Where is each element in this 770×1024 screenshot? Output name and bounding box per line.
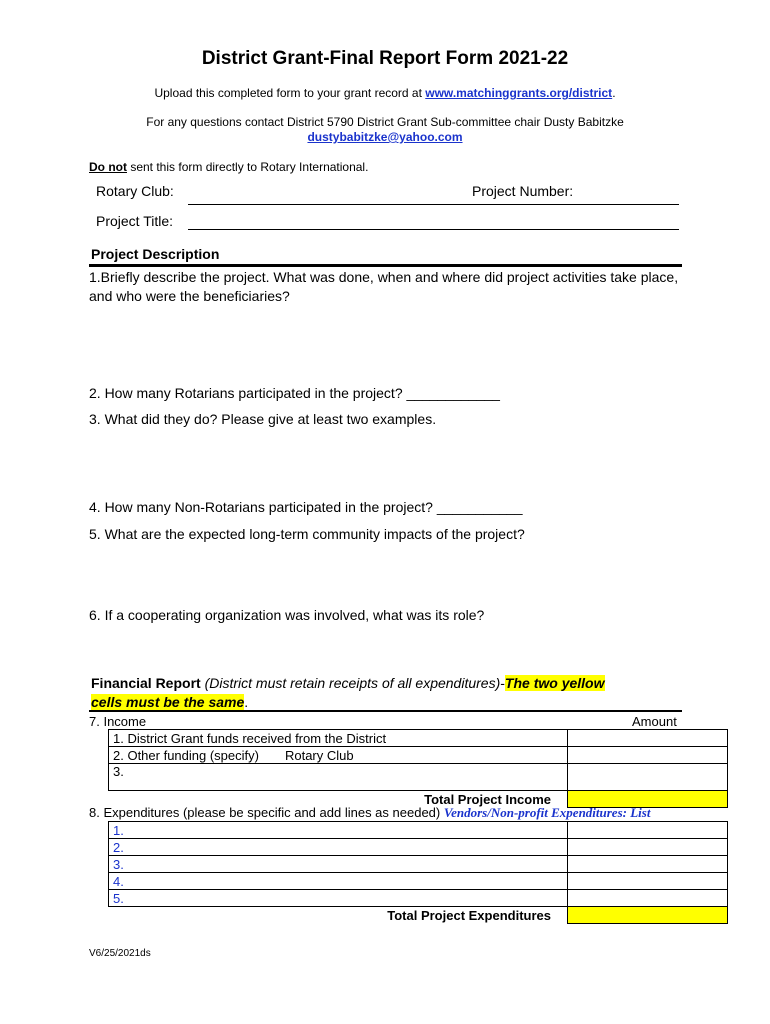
total-expend-label: Total Project Expenditures [387,907,551,923]
expend-label-block [89,805,650,821]
total-expend-cell[interactable] [568,907,728,924]
upload-end: . [612,86,616,100]
warning-bold: Do not [89,160,127,174]
contact-email-link[interactable]: dustybabitzke@yahoo.com [307,130,463,144]
expend-row [109,856,728,873]
expend-amount-cell[interactable] [568,822,728,839]
expend-amount-cell[interactable] [568,839,728,856]
expend-row [109,822,728,839]
yellow-note-2: cells must be the same [91,694,245,710]
expend-row [109,890,728,907]
expend-row-label[interactable]: 1. [109,822,568,839]
expend-row-label[interactable]: 4. [109,873,568,890]
income-row-label [109,730,568,747]
upload-instruction [0,86,770,100]
yellow-note-1: The two yellow [504,675,605,691]
financial-note: (District must retain receipts of all expenditures) [204,675,501,691]
income-row-extra: Rotary Club [284,747,354,763]
income-amount-cell[interactable] [568,747,728,764]
rotary-club-label: Rotary Club: [96,183,174,199]
rotary-club-line[interactable] [188,204,679,205]
expend-row-label[interactable]: 5. [109,890,568,907]
financial-dash: - [500,675,505,691]
yellow-note-end: . [244,694,249,710]
contact-text: For any questions contact District 5790 District Grant Sub-committee chair Dusty Babitzke [146,115,624,129]
income-row [109,747,728,764]
financial-heading: Financial Report [91,675,201,691]
expend-amount-cell[interactable] [568,856,728,873]
total-income-label: Total Project Income [424,791,551,807]
expend-amount-cell[interactable] [568,890,728,907]
description-heading: Project Description [91,246,220,262]
section-divider [89,264,682,267]
project-number-label: Project Number: [472,183,574,199]
income-row-label [109,764,568,791]
project-title-line[interactable] [188,229,679,230]
project-title-label: Project Title: [96,213,174,229]
income-row-text: 3. [113,764,124,779]
income-amount-cell[interactable] [568,764,728,791]
expend-row [109,839,728,856]
financial-heading-block [91,674,691,712]
income-label: 7. Income [89,714,147,729]
income-row [109,730,728,747]
financial-divider [89,710,682,712]
income-amount-cell[interactable] [568,730,728,747]
question-1: 1.Briefly describe the project. What was done, when and where did project activities take place, and who were the beneficiaries? [89,269,679,304]
income-row-label [109,747,568,764]
expend-label: 8. Expenditures (please be specific and add lines as needed) [89,805,441,820]
income-table [108,729,728,808]
page-title: District Grant-Final Report Form 2021-22 [201,48,569,69]
expend-amount-cell[interactable] [568,873,728,890]
warning-note [89,160,368,174]
question-4: 4. How many Non-Rotarians participated in the project? ___________ [89,499,523,515]
expend-row-label[interactable]: 2. [109,839,568,856]
income-row-text: 1. District Grant funds received from the District [113,730,387,746]
total-expend-row [109,907,728,924]
amount-label: Amount [632,714,677,729]
warning-rest: sent this form directly to Rotary International. [127,160,369,174]
expend-note: Vendors/Non-profit Expenditures: List [443,805,651,820]
version-footer: V6/25/2021ds [89,948,151,959]
income-row-text: 2. Other funding (specify) [113,747,259,763]
upload-link[interactable]: www.matchinggrants.org/district [425,86,613,100]
upload-text: Upload this completed form to your grant record at [154,86,426,100]
expend-row-label[interactable]: 3. [109,856,568,873]
expend-table [108,821,728,924]
question-6: 6. If a cooperating organization was involved, what was its role? [89,607,485,623]
question-5: 5. What are the expected long-term community impacts of the project? [89,526,525,542]
income-row [109,764,728,791]
question-3: 3. What did they do? Please give at least two examples. [89,411,437,427]
expend-row [109,873,728,890]
question-2: 2. How many Rotarians participated in the project? ____________ [89,385,500,401]
